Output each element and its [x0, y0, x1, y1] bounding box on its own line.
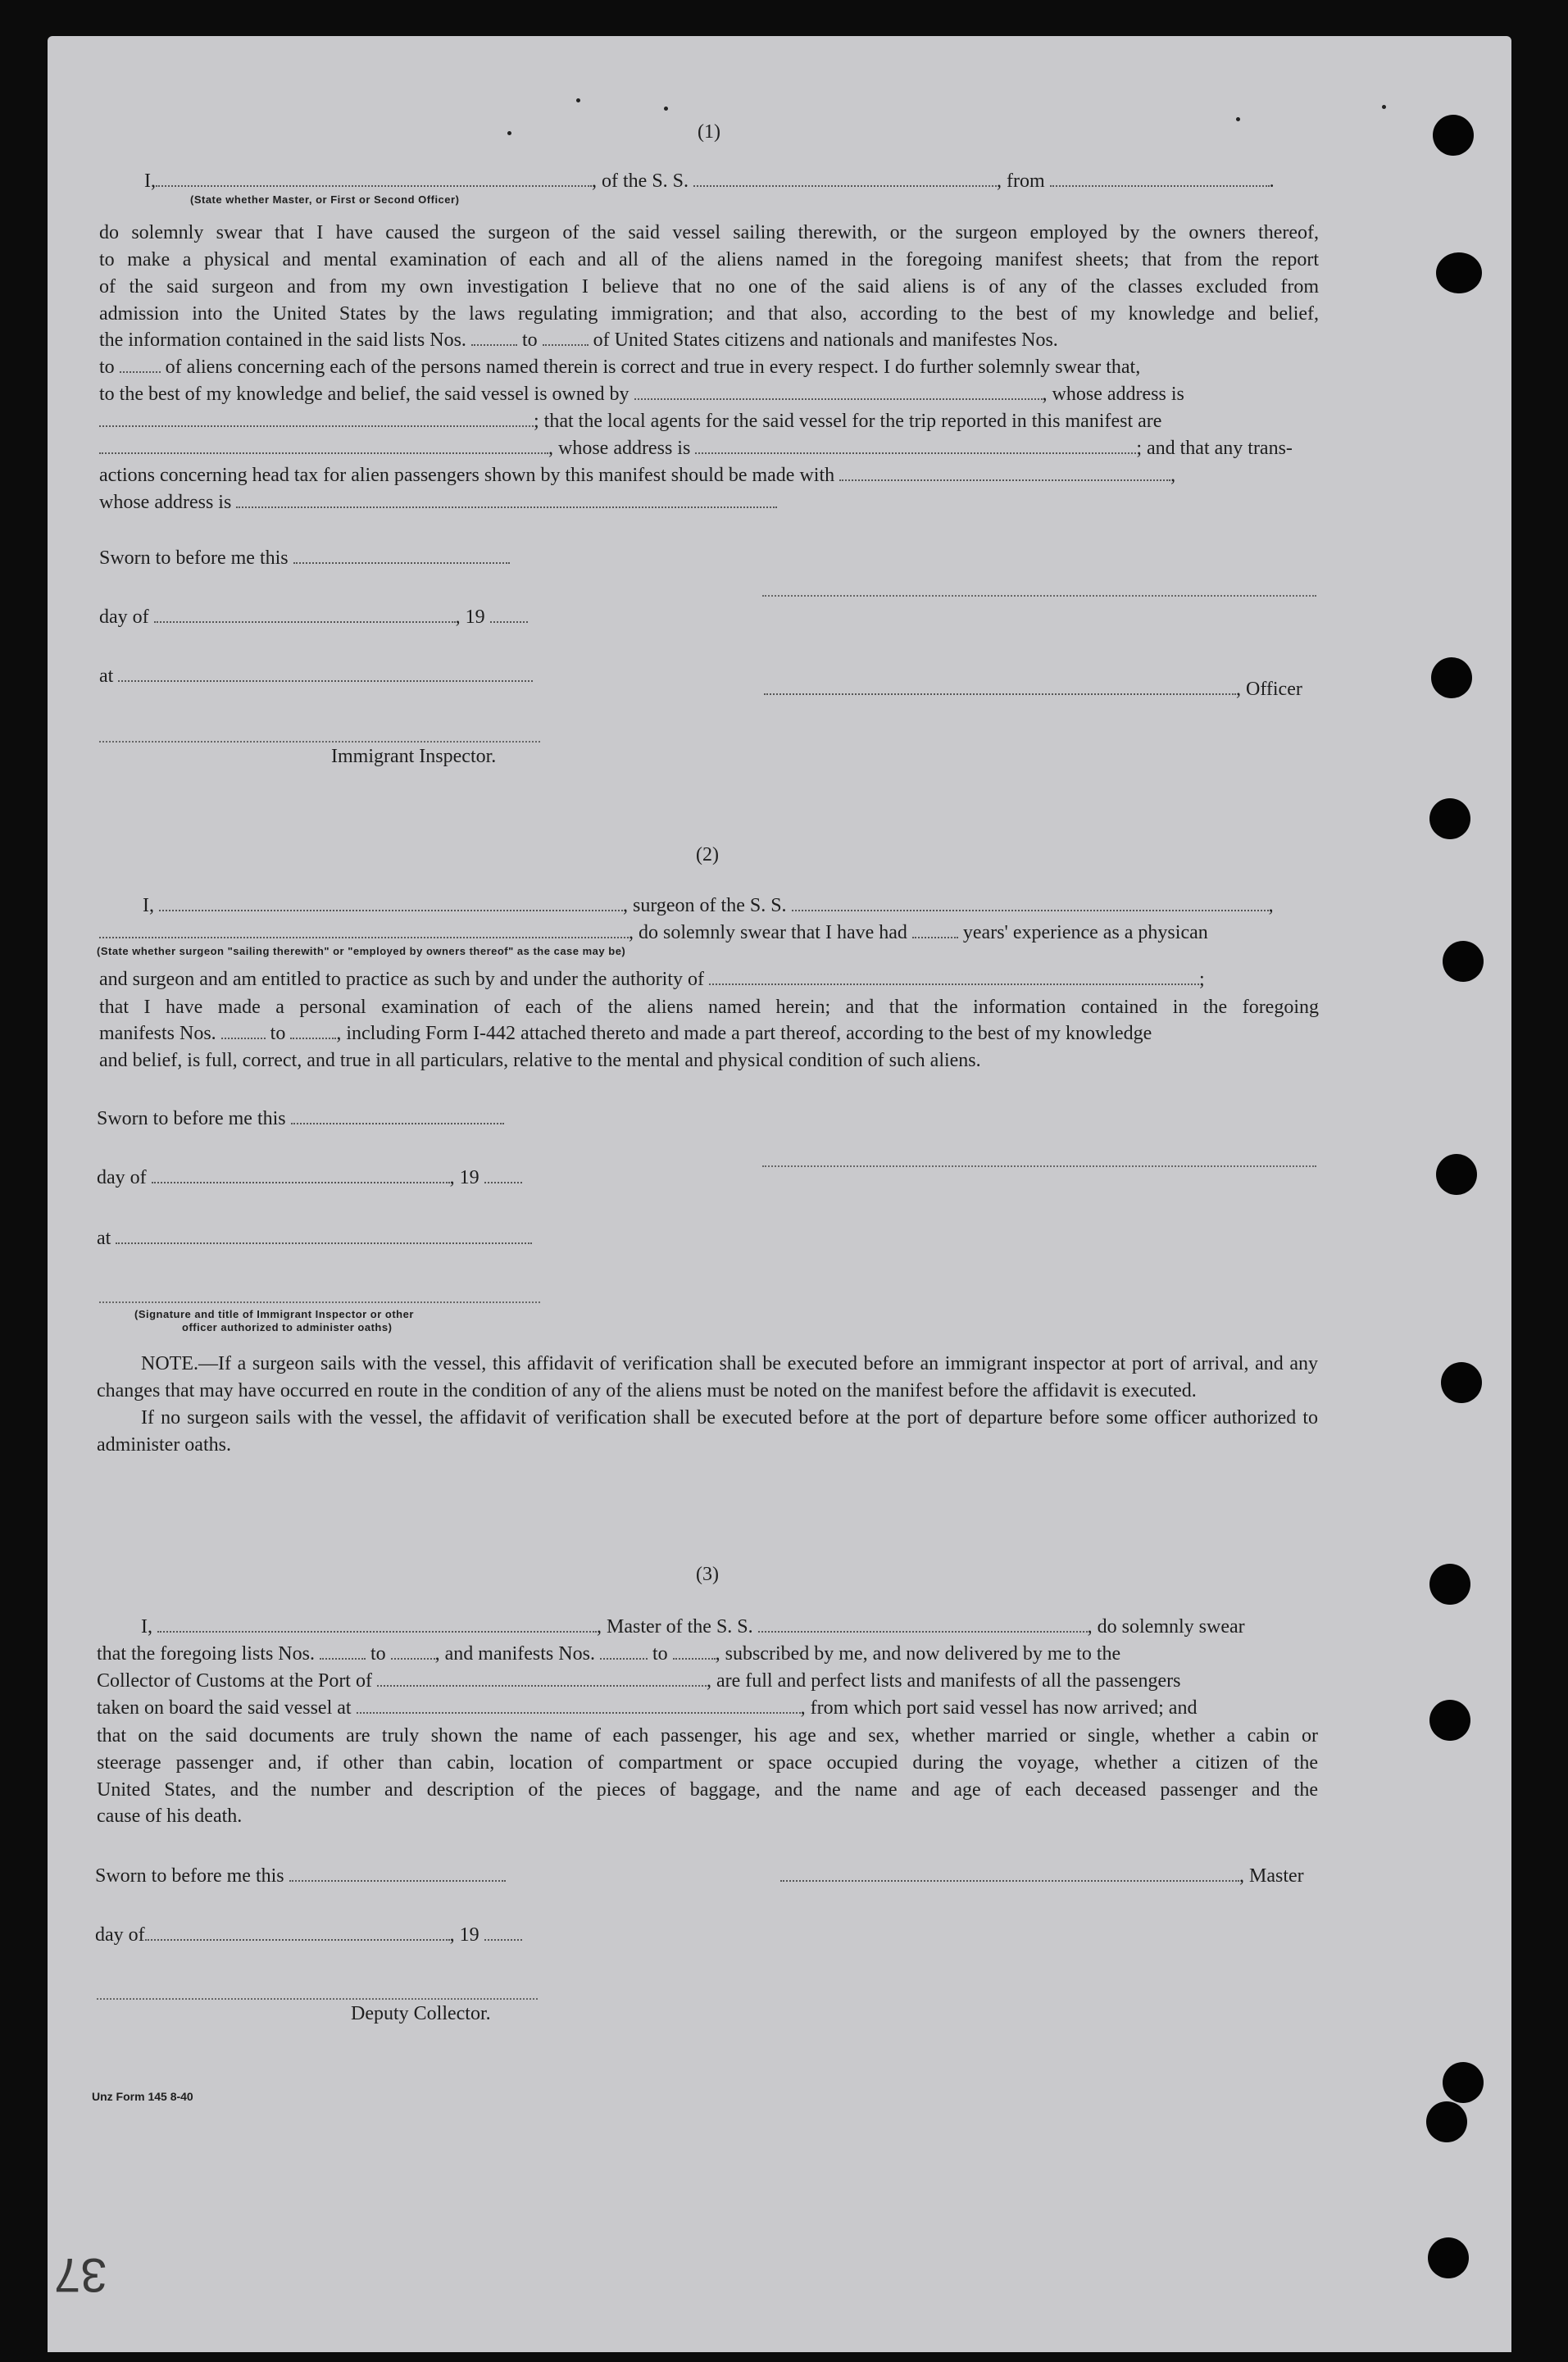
- s2-including: , including Form I-442 attached thereto and made a part thereof, according to the best of my knowledge: [336, 1023, 1152, 1044]
- s3-year-blank[interactable]: [484, 1923, 522, 1941]
- s3-day-blank[interactable]: [145, 1923, 450, 1941]
- binder-hole: [1426, 2101, 1467, 2142]
- s1-at-label: at: [99, 665, 114, 687]
- s1-year-blank[interactable]: [490, 605, 528, 623]
- s3-to-2: to: [652, 1643, 668, 1665]
- agents-blank[interactable]: [99, 436, 548, 454]
- s1-agents-address: , whose address is: [548, 438, 691, 459]
- departure-port-blank[interactable]: [1050, 169, 1270, 187]
- authority-blank[interactable]: [709, 967, 1199, 985]
- s2-day-of: [97, 1165, 522, 1190]
- s1-day-of: [99, 605, 528, 629]
- owner-blank[interactable]: [634, 382, 1043, 400]
- s2-year-blank[interactable]: [484, 1165, 522, 1183]
- s3-body-line: that on the said documents are truly shown the name of each passenger, his age and sex, whether married or single, whether a cabin or: [97, 1725, 1318, 1747]
- s3-taken-on: taken on board the said vessel at: [97, 1697, 352, 1719]
- binder-hole: [1431, 657, 1472, 698]
- s3-deputy: Deputy Collector.: [351, 2003, 491, 2024]
- s2-line-4: that I have made a personal examination of each of the aliens named herein; and that the information contained in the foregoing: [99, 997, 1319, 1018]
- form-number: Unz Form 145 8-40: [92, 2090, 193, 2103]
- s3-i: I,: [141, 1616, 152, 1638]
- s3-line-3: [97, 1669, 1180, 1693]
- s3-year: , 19: [449, 1924, 479, 1946]
- section-2-heading: (2): [696, 844, 719, 865]
- s2-to-blank[interactable]: [290, 1021, 336, 1039]
- s2-at-label: at: [97, 1228, 111, 1249]
- s3-subscribed: , subscribed by me, and now delivered by me to the: [715, 1643, 1121, 1665]
- surgeon-name-blank[interactable]: [159, 893, 623, 911]
- s2-at: [97, 1226, 532, 1251]
- years-blank[interactable]: [912, 920, 958, 938]
- s3-sworn: [95, 1864, 506, 1888]
- s1-body-line: to make a physical and mental examination of each and all of the aliens named in the foregoing manifest sheets; that from the report: [99, 249, 1319, 270]
- s1-body-line: do solemnly swear that I have caused the surgeon of the said vessel sailing therewith, or the surgeon employed by the owners thereof,: [99, 222, 1319, 243]
- s3-last-line: cause of his death.: [97, 1806, 243, 1827]
- s2-line-2: [99, 920, 1208, 945]
- signature-note-1: (Signature and title of Immigrant Inspector or other: [134, 1308, 414, 1320]
- s3-collector-line: [97, 1998, 538, 2000]
- s3-full-lists: , are full and perfect lists and manifests of all the passengers: [706, 1670, 1181, 1692]
- paper-speck: [507, 131, 511, 135]
- s3-sworn-label: Sworn to before me this: [95, 1865, 284, 1887]
- s2-sworn-label: Sworn to before me this: [97, 1108, 286, 1129]
- s3-swear: , do solemnly swear: [1087, 1616, 1245, 1638]
- s2-vessel-blank[interactable]: [792, 893, 1269, 911]
- s1-comma: ,: [1170, 465, 1176, 486]
- s2-comma: ,: [1268, 895, 1274, 916]
- s3-master-of: , Master of the S. S.: [597, 1616, 753, 1638]
- s2-day-of-label: day of: [97, 1167, 147, 1188]
- s1-aliens-text: of aliens concerning each of the persons named therein is correct and true in every respect. I do further solemnly swear that,: [165, 357, 1141, 378]
- section-1-heading: (1): [698, 121, 720, 143]
- s1-i: I,: [144, 170, 156, 192]
- officer-note: (State whether Master, or First or Second Officer): [190, 193, 460, 206]
- s1-inspector: Immigrant Inspector.: [331, 746, 497, 767]
- section-3-heading: (3): [696, 1564, 719, 1585]
- s1-officer-label: , Officer: [1236, 679, 1302, 700]
- s2-sworn-blank[interactable]: [291, 1106, 504, 1124]
- s2-sworn: [97, 1106, 504, 1131]
- agents-address-blank[interactable]: [695, 436, 1136, 454]
- s1-line-11: [99, 382, 1184, 407]
- binder-hole: [1441, 1362, 1482, 1403]
- s3-master-label: , Master: [1239, 1865, 1304, 1887]
- s2-signature-line: [762, 1165, 1316, 1167]
- s2-line-6: and belief, is full, correct, and true in all particulars, relative to the mental and physical condition of such aliens.: [99, 1050, 981, 1071]
- s2-manifests-nos: manifests Nos.: [99, 1023, 216, 1044]
- s2-note: [97, 1351, 1318, 1459]
- s2-semicolon: ;: [1199, 969, 1205, 990]
- master-name-blank[interactable]: [156, 169, 592, 187]
- s3-vessel-blank[interactable]: [758, 1615, 1088, 1633]
- paper-speck: [664, 107, 668, 111]
- s1-year: , 19: [455, 606, 485, 628]
- binder-hole: [1428, 2237, 1469, 2278]
- s3-lists-nos: that the foregoing lists Nos.: [97, 1643, 315, 1665]
- s1-signature-line: [762, 595, 1316, 597]
- s1-owned-by: to the best of my knowledge and belief, the said vessel is owned by: [99, 384, 629, 405]
- list-from-blank[interactable]: [471, 328, 517, 346]
- s1-day-of-label: day of: [99, 606, 149, 628]
- binder-hole: [1429, 1700, 1470, 1741]
- s3-port-blank[interactable]: [377, 1669, 707, 1687]
- surgeon-note: (State whether surgeon "sailing therewith" or "employed by owners thereof" as the case may be): [97, 945, 626, 957]
- s3-body-line: United States, and the number and description of the pieces of baggage, and the name and age of each deceased passenger and the: [97, 1779, 1318, 1801]
- s3-manifest-to-blank[interactable]: [673, 1642, 716, 1660]
- s3-taken-at-blank[interactable]: [357, 1696, 801, 1714]
- s3-master-line: [780, 1864, 1304, 1888]
- s1-sworn-label: Sworn to before me this: [99, 547, 289, 569]
- paper-speck: [1382, 105, 1386, 109]
- s1-body-line: of the said surgeon and from my own investigation I believe that no one of the said aliens is of any of the classes excluded from: [99, 276, 1319, 298]
- s3-sworn-blank[interactable]: [289, 1864, 506, 1882]
- s3-list-from-blank[interactable]: [320, 1642, 366, 1660]
- s1-body-line: admission into the United States by the laws regulating immigration; and that also, according to the best of my knowledge and belief,: [99, 303, 1319, 325]
- s1-manifest-nos: of United States citizens and nationals and manifestes Nos.: [593, 329, 1058, 351]
- s1-at-blank[interactable]: [118, 664, 533, 682]
- s1-line-13: [99, 436, 1293, 461]
- s2-year: , 19: [449, 1167, 479, 1188]
- note-paragraph-2: If no surgeon sails with the vessel, the affidavit of verification shall be executed before at the port of departure before some officer authorized to administer oaths.: [97, 1407, 1318, 1456]
- head-tax-address-blank[interactable]: [236, 490, 777, 508]
- s1-officer-line: [764, 677, 1302, 702]
- binder-hole: [1429, 1564, 1470, 1605]
- s1-end: .: [1269, 170, 1275, 192]
- s2-years: years' experience as a physican: [962, 922, 1208, 943]
- s1-day-blank[interactable]: [154, 605, 456, 623]
- s2-day-blank[interactable]: [152, 1165, 450, 1183]
- s1-head-tax: actions concerning head tax for alien passengers shown by this manifest should be made with: [99, 465, 835, 486]
- vessel-name-blank[interactable]: [693, 169, 997, 187]
- binder-hole: [1443, 941, 1484, 982]
- s2-line-3: [99, 967, 1205, 992]
- s3-line-1: [141, 1615, 1245, 1639]
- s3-arrived: , from which port said vessel has now arrived; and: [800, 1697, 1198, 1719]
- s1-line-1: [144, 169, 1275, 193]
- s1-local-agents: ; that the local agents for the said vessel for the trip reported in this manifest are: [534, 411, 1162, 432]
- s1-inspector-line: [99, 741, 540, 743]
- s2-line-1: [143, 893, 1274, 918]
- s2-from-blank[interactable]: [221, 1021, 266, 1039]
- signature-note-2: officer authorized to administer oaths): [182, 1321, 393, 1333]
- s1-of-ss: , of the S. S.: [592, 170, 689, 192]
- s3-to: to: [370, 1643, 386, 1665]
- s1-from: , from: [997, 170, 1045, 192]
- s1-line-12: [99, 409, 1161, 434]
- surgeon-status-blank[interactable]: [99, 920, 629, 938]
- paper-speck: [1236, 117, 1240, 121]
- s1-to-2: to: [99, 357, 115, 378]
- s2-surgeon-of: , surgeon of the S. S.: [623, 895, 787, 916]
- s2-i: I,: [143, 895, 154, 916]
- s1-at: [99, 664, 533, 688]
- s1-line-10: [99, 355, 1140, 379]
- s1-lists-nos: the information contained in the said lists Nos.: [99, 329, 466, 351]
- page-number: 37: [54, 2248, 107, 2301]
- list-to-blank[interactable]: [543, 328, 589, 346]
- s1-line-14: [99, 463, 1175, 488]
- head-tax-blank[interactable]: [839, 463, 1170, 481]
- manifest-to-blank[interactable]: [120, 355, 161, 373]
- binder-hole: [1436, 1154, 1477, 1195]
- binder-hole: [1433, 115, 1474, 156]
- s3-master-blank[interactable]: [157, 1615, 597, 1633]
- paper-speck: [576, 98, 580, 102]
- s2-swear: , do solemnly swear that I have had: [629, 922, 907, 943]
- s3-manifests-nos: , and manifests Nos.: [434, 1643, 595, 1665]
- s1-line-15: [99, 490, 777, 515]
- owner-address-blank[interactable]: [99, 409, 534, 427]
- s1-to: to: [521, 329, 538, 351]
- binder-hole: [1429, 798, 1470, 839]
- s2-to: to: [270, 1023, 286, 1044]
- s2-inspector-line: [99, 1301, 540, 1303]
- note-paragraph-1: NOTE.—If a surgeon sails with the vessel, this affidavit of verification shall be executed before an immigrant inspector at port of arrival, and any changes that may have occurred en route in the condition of any of the aliens must be noted on the manifest before the affidavit is executed.: [97, 1353, 1318, 1401]
- s3-day-of-label: day of: [95, 1924, 145, 1946]
- s1-sworn: [99, 546, 510, 570]
- binder-hole: [1443, 2062, 1484, 2103]
- binder-hole: [1436, 252, 1482, 293]
- master-signature-blank[interactable]: [780, 1864, 1239, 1882]
- s3-day-of: [95, 1923, 522, 1947]
- officer-signature-blank[interactable]: [764, 677, 1236, 695]
- s3-collector: Collector of Customs at the Port of: [97, 1670, 372, 1692]
- s2-at-blank[interactable]: [116, 1226, 532, 1244]
- s3-line-4: [97, 1696, 1197, 1720]
- s3-body-line: steerage passenger and, if other than cabin, location of compartment or space occupied during the voyage, whether a citizen of the: [97, 1752, 1318, 1774]
- s3-manifest-from-blank[interactable]: [600, 1642, 648, 1660]
- s1-line-9: [99, 328, 1058, 352]
- s3-list-to-blank[interactable]: [391, 1642, 435, 1660]
- s1-transactions: ; and that any trans-: [1136, 438, 1293, 459]
- s2-line-5: [99, 1021, 1152, 1046]
- s1-whose-address: whose address is: [99, 492, 232, 513]
- s1-owner-address: , whose address is: [1042, 384, 1184, 405]
- s1-sworn-blank[interactable]: [293, 546, 510, 564]
- s2-authority: and surgeon and am entitled to practice as such by and under the authority of: [99, 969, 704, 990]
- s3-line-2: [97, 1642, 1120, 1666]
